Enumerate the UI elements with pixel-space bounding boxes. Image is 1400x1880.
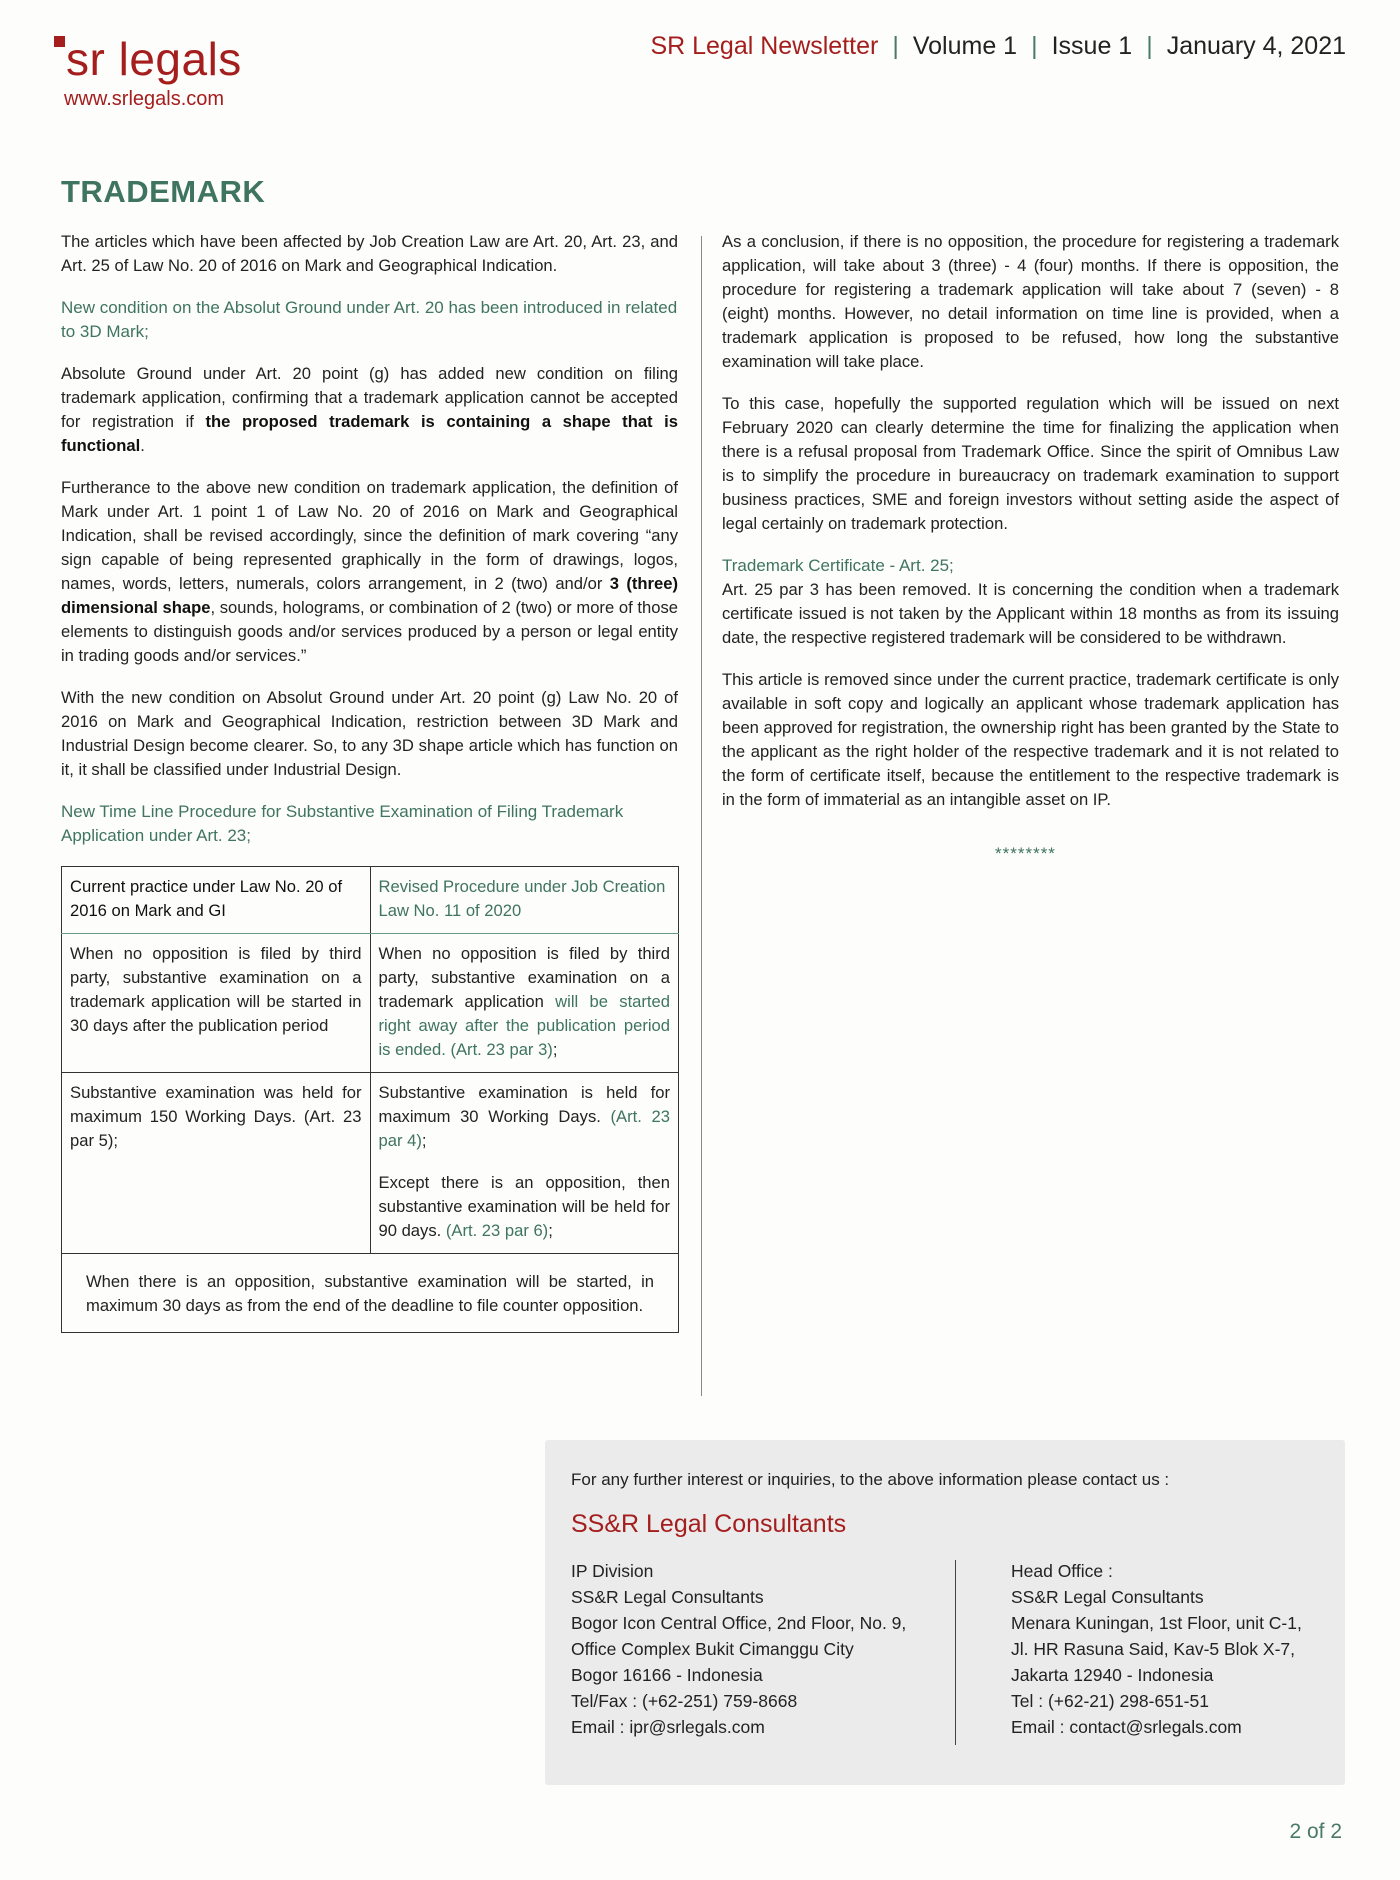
contact-divider: [955, 1560, 956, 1745]
left-column: [61, 230, 678, 1333]
paragraph: To this case, hopefully the supported regulation which will be issued on next February 2020 can clearly determine the time for finalizing the application when there is a refusal proposal from Trademark Office. Since the spirit of Omnibus Law is to simplify the procedure in bureaucracy on trademark examination to support business practices, SME and foreign investors without setting aside the aspect of legal certainly on trademark protection.: [722, 394, 1339, 533]
cell-text: When there is an opposition, substantive examination will be started, in maximum 30 days as from the end of the deadline to file counter opposition.: [86, 1272, 654, 1315]
head-office-address: [1011, 1558, 1302, 1740]
email-link[interactable]: Email : contact@srlegals.com: [1011, 1717, 1242, 1737]
address-line: SS&R Legal Consultants: [1011, 1587, 1204, 1607]
table-cell: [370, 1073, 679, 1254]
text-run: Absolute Ground under Art. 20 point (g) has added new condition on filing trademark application, confirming that a trademark application cannot be accepted for registration if: [61, 364, 678, 431]
text-run: Substantive examination is held for maximum 30 Working Days.: [378, 1083, 670, 1126]
comparison-table: [61, 866, 679, 1333]
address-line: Jl. HR Rasuna Said, Kav-5 Blok X-7,: [1011, 1639, 1296, 1659]
section-end-marker: ********: [995, 844, 1056, 863]
subheading: New Time Line Procedure for Substantive Examination of Filing Trademark Application under Art. 23;: [61, 802, 624, 845]
logo-square-icon: [54, 36, 65, 47]
table-cell: [62, 1254, 679, 1333]
text-run: ;: [552, 1040, 558, 1059]
masthead-separator: |: [892, 32, 899, 60]
table-header-current: Current practice under Law No. 20 of 2016 on Mark and GI: [62, 867, 371, 934]
table-row: [62, 1073, 679, 1254]
highlight-text: (Art. 23 par 4): [378, 1107, 670, 1150]
text-run: , sounds, holograms, or combination of 2 (two) or more of those elements to distinguish goods and/or services produced by a person or legal entity in trading goods and/or services.”: [61, 598, 678, 665]
cell-text: [379, 942, 671, 1062]
address-line: Jakarta 12940 - Indonesia: [1011, 1665, 1214, 1685]
page-number: 2 of 2: [1289, 1820, 1342, 1843]
address-line: SS&R Legal Consultants: [571, 1587, 764, 1607]
column-divider: [701, 236, 702, 1396]
cell-text: [379, 1171, 671, 1243]
paragraph: As a conclusion, if there is no opposition, the procedure for registering a trademark application, will take about 3 (three) - 4 (four) months. If there is opposition, the procedure for registering a trademark application will take about 7 (seven) - 8 (eight) months. However, no detail information on time line is provided, when a trademark application is proposed to be refused, how long the substantive examination will take place.: [722, 232, 1339, 371]
address-line: Head Office :: [1011, 1561, 1113, 1581]
cell-text: When no opposition is filed by third party, substantive examination on a trademark application will be started in 30 days after the publication period: [70, 944, 362, 1035]
text-run: .: [140, 436, 145, 455]
table-header-row: [62, 867, 679, 934]
cell-text: [379, 1081, 671, 1153]
bold-text: the proposed trademark is containing a shape that is functional: [61, 412, 679, 455]
email-link[interactable]: Email : ipr@srlegals.com: [571, 1717, 765, 1737]
text-run: ;: [421, 1131, 427, 1150]
paragraph: Art. 25 par 3 has been removed. It is concerning the condition when a trademark certificate issued is not taken by the Applicant within 18 months as from its issuing date, the respective registered trademark will be considered to be withdrawn.: [722, 580, 1339, 647]
website-link[interactable]: www.srlegals.com: [64, 88, 225, 110]
newsletter-name: SR Legal Newsletter: [650, 32, 879, 60]
table-cell: [62, 1073, 371, 1254]
text-run: Furtherance to the above new condition on trademark application, the definition of Mark under Art. 1 point 1 of Law No. 20 of 2016 on Mark and Geographical Indication, shall be revised accordingly, since the definition of mark covering “any sign capable of being represented graphically in the form of drawings, logos, names, words, letters, numerals, colors arrangement, in 2 (two) and/or: [61, 478, 678, 593]
cell-text: Substantive examination was held for maximum 150 Working Days. (Art. 23 par 5);: [70, 1083, 362, 1150]
logo-text: sr legals: [66, 33, 242, 85]
table-header-revised: Revised Procedure under Job Creation Law No. 11 of 2020: [370, 867, 679, 934]
table-cell: [62, 934, 371, 1073]
table-cell: [370, 934, 679, 1073]
address-line: Bogor 16166 - Indonesia: [571, 1665, 763, 1685]
masthead-separator: |: [1031, 32, 1038, 60]
volume: Volume 1: [912, 32, 1018, 60]
phone-line: Tel : (+62-21) 298-651-51: [1011, 1691, 1209, 1711]
highlight-text: (Art. 23 par 6): [445, 1221, 549, 1240]
address-line: Office Complex Bukit Cimanggu City: [571, 1639, 854, 1659]
issue: Issue 1: [1051, 32, 1133, 60]
address-line: IP Division: [571, 1561, 654, 1581]
paragraph: This article is removed since under the current practice, trademark certificate is only available in soft copy and logically an applicant whose trademark application has been approved for registration, the ownership right has been granted by the State to the applicant as the right holder of the respective trademark and it is not related to the form of certificate itself, because the entitlement to the respective trademark is in the form of immaterial as an intangible asset on IP.: [722, 670, 1339, 809]
subheading: Trademark Certificate - Art. 25;: [722, 556, 954, 575]
paragraph: The articles which have been affected by Job Creation Law are Art. 20, Art. 23, and Art. 25 of Law No. 20 of 2016 on Mark and Geographical Indication.: [61, 232, 678, 275]
paragraph: [61, 362, 678, 458]
text-run: Except there is an opposition, then substantive examination will be held for 90 days.: [378, 1173, 670, 1240]
masthead: [650, 32, 1346, 61]
section-title: TRADEMARK: [61, 174, 266, 209]
address-line: Bogor Icon Central Office, 2nd Floor, No. 9,: [571, 1613, 907, 1633]
contact-intro: For any further interest or inquiries, to the above information please contact us :: [571, 1470, 1170, 1489]
contact-box: [545, 1440, 1345, 1785]
address-line: Menara Kuningan, 1st Floor, unit C-1,: [1011, 1613, 1302, 1633]
subheading: New condition on the Absolut Ground under Art. 20 has been introduced in related to 3D Mark;: [61, 298, 678, 341]
text-run: ;: [548, 1221, 553, 1240]
bold-text: 3 (three) dimensional shape: [61, 574, 679, 617]
right-column: [722, 230, 1339, 830]
firm-name: SS&R Legal Consultants: [571, 1510, 847, 1538]
table-row: [62, 1254, 679, 1333]
paragraph: [61, 476, 678, 668]
highlight-text: will be started right away after the publication period is ended. (Art. 23 par 3): [378, 992, 670, 1059]
table-row: [62, 934, 679, 1073]
issue-date: January 4, 2021: [1166, 32, 1346, 60]
phone-line: Tel/Fax : (+62-251) 759-8668: [571, 1691, 798, 1711]
masthead-separator: |: [1146, 32, 1153, 60]
paragraph: With the new condition on Absolut Ground under Art. 20 point (g) Law No. 20 of 2016 on Mark and Geographical Indication, restriction between 3D Mark and Industrial Design become clearer. So, to any 3D shape article which has function on it, it shall be classified under Industrial Design.: [61, 688, 678, 779]
ip-division-address: [571, 1558, 906, 1740]
text-run: When no opposition is filed by third party, substantive examination on a trademark application: [378, 944, 670, 1011]
